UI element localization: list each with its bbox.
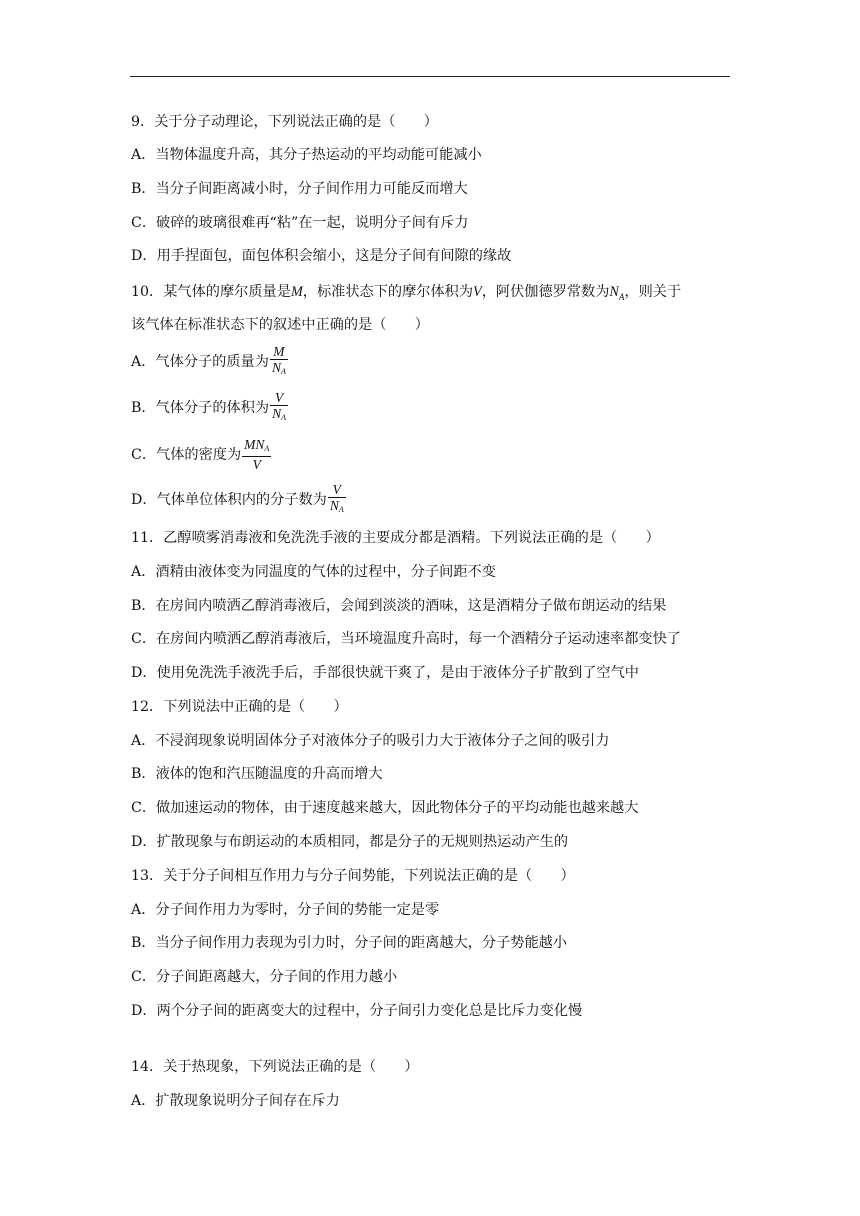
q13-option-c[interactable]: C．分子间距离越大，分子间的作用力越小 — [131, 969, 398, 985]
q13-option-b[interactable]: B．当分子间作用力表现为引力时，分子间的距离越大，分子势能越小 — [131, 935, 568, 951]
q11-option-d[interactable]: D．使用免洗洗手液洗手后，手部很快就干爽了，是由于液体分子扩散到了空气中 — [131, 665, 639, 681]
q10-option-d[interactable]: D．气体单位体积内的分子数为 $\frac{V}{N_A}$ — [131, 482, 346, 518]
fraction-v-over-na: $\frac{V}{N_A}$ — [272, 390, 287, 422]
fraction-v-over-na-2: $\frac{V}{N_A}$ — [329, 482, 344, 514]
var-na: $N_A$ — [609, 284, 625, 302]
q14-option-a[interactable]: A．扩散现象说明分子间存在斥力 — [131, 1093, 340, 1109]
var-m: M — [290, 284, 303, 300]
q10-stem: 10．某气体的摩尔质量是M，标准状态下的摩尔体积为V，阿伏伽德罗常数为$N_A$，则关于 — [131, 284, 682, 302]
q11-stem: 11．乙醇喷雾消毒液和免洗洗手液的主要成分都是酒精。下列说法正确的是（ ） — [131, 530, 660, 546]
q9-option-b[interactable]: B．当分子间距离减小时，分子间作用力可能反而增大 — [131, 181, 468, 197]
q12-option-b[interactable]: B．液体的饱和汽压随温度的升高而增大 — [131, 766, 383, 782]
header-rule — [130, 76, 730, 77]
q13-option-a[interactable]: A．分子间作用力为零时，分子间的势能一定是零 — [131, 902, 440, 918]
q11-option-c[interactable]: C．在房间内喷洒乙醇消毒液后，当环境温度升高时，每一个酒精分子运动速率都变快了 — [131, 631, 681, 647]
q9-option-a[interactable]: A．当物体温度升高，其分子热运动的平均动能可能减小 — [131, 147, 482, 163]
q9-stem: 9．关于分子动理论，下列说法正确的是（ ） — [131, 114, 438, 130]
q9-option-d[interactable]: D．用手捏面包，面包体积会缩小，这是分子间有间隙的缘故 — [131, 248, 512, 264]
q10-stem-line2: 该气体在标准状态下的叙述中正确的是（ ） — [131, 317, 429, 333]
var-v: V — [473, 284, 482, 300]
q12-option-c[interactable]: C．做加速运动的物体，由于速度越来越大，因此物体分子的平均动能也越来越大 — [131, 800, 639, 816]
q11-option-a[interactable]: A．酒精由液体变为同温度的气体的过程中，分子间距不变 — [131, 564, 496, 580]
fraction-m-over-na: $\frac{M}{N_A}$ — [271, 344, 286, 376]
q10-option-b[interactable]: B．气体分子的体积为 $\frac{V}{N_A}$ — [131, 390, 288, 426]
q12-stem: 12．下列说法中正确的是（ ） — [131, 699, 348, 715]
q13-stem: 13．关于分子间相互作用力与分子间势能，下列说法正确的是（ ） — [131, 868, 575, 884]
q14-stem: 14．关于热现象，下列说法正确的是（ ） — [131, 1059, 419, 1075]
q12-option-a[interactable]: A．不浸润现象说明固体分子对液体分子的吸引力大于液体分子之间的吸引力 — [131, 733, 610, 749]
q12-option-d[interactable]: D．扩散现象与布朗运动的本质相同，都是分子的无规则热运动产生的 — [131, 834, 569, 850]
q13-option-d[interactable]: D．两个分子间的距离变大的过程中，分子间引力变化总是比斥力变化慢 — [131, 1003, 583, 1019]
q10-option-a[interactable]: A．气体分子的质量为 $\frac{M}{N_A}$ — [131, 344, 288, 380]
fraction-mna-over-v: $\frac{MN_A}{V}$ — [244, 437, 270, 472]
q10-option-c[interactable]: C．气体的密度为 $\frac{MN_A}{V}$ — [131, 437, 270, 472]
q11-option-b[interactable]: B．在房间内喷洒乙醇消毒液后，会闻到淡淡的酒味，这是酒精分子做布朗运动的结果 — [131, 598, 667, 614]
q9-option-c[interactable]: C．破碎的玻璃很难再“粘”在一起，说明分子间有斥力 — [131, 215, 469, 231]
